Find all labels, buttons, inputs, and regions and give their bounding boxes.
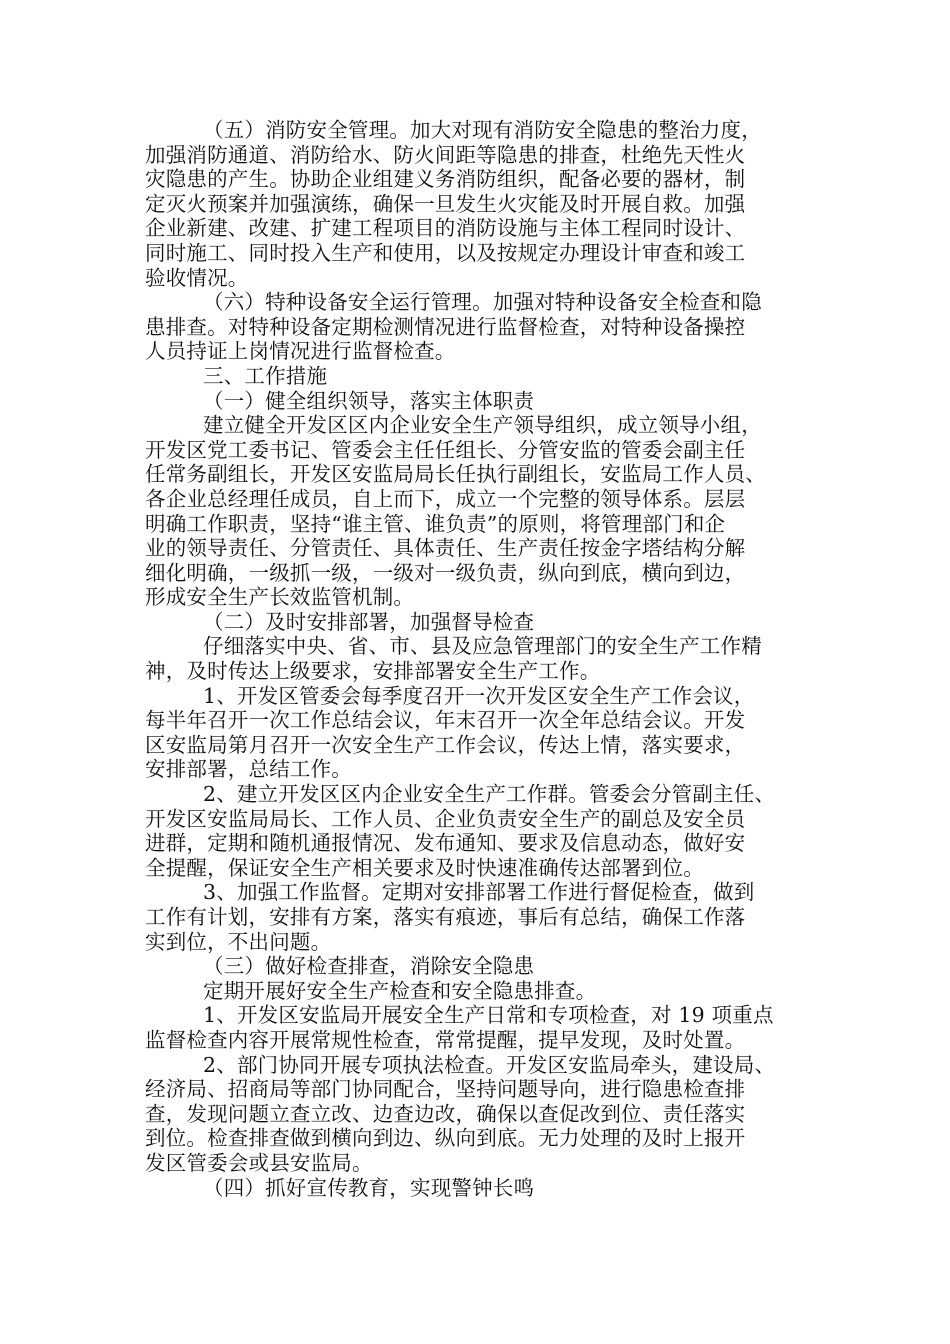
text-line: 发区管委会或县安监局。: [145, 1150, 373, 1175]
document-body: [145, 118, 817, 1200]
text-line: 灾隐患的产生。协助企业组建义务消防组织，配备必要的器材，制: [145, 167, 746, 192]
text-line: 到位。检查排查做到横向到边、纵向到底。无力处理的及时上报开: [145, 1126, 746, 1151]
text-line: 2、建立开发区区内企业安全生产工作群。管委会分管副主任、: [203, 782, 776, 807]
text-line: 1、开发区管委会每季度召开一次开发区安全生产工作会议，: [203, 683, 755, 708]
paragraph: [145, 118, 817, 290]
text-line: 仔细落实中央、省、市、县及应急管理部门的安全生产工作精: [203, 634, 762, 659]
text-line: 三、工作措施: [203, 363, 328, 388]
text-line: （四）抓好宣传教育，实现警钟长鸣: [203, 1175, 535, 1200]
text-line: 业的领导责任、分管责任、具体责任、生产责任按金字塔结构分解: [145, 536, 746, 561]
paragraph: [145, 1176, 817, 1201]
text-line: （三）做好检查排查，消除安全隐患: [203, 954, 535, 979]
text-line: 各企业总经理任成员，自上而下，成立一个完整的领导体系。层层: [145, 486, 746, 511]
paragraph: [145, 364, 817, 389]
text-line: （二）及时安排部署，加强督导检查: [203, 609, 535, 634]
text-line: 定灭火预案并加强演练，确保一旦发生火灾能及时开展自救。加强: [145, 191, 746, 216]
text-line: 任常务副组长，开发区安监局局长任执行副组长，安监局工作人员、: [145, 462, 766, 487]
text-line: （六）特种设备安全运行管理。加强对特种设备安全检查和隐: [203, 290, 762, 315]
text-line: 明确工作职责，坚持“谁主管、谁负责”的原则，将管理部门和企: [145, 511, 726, 536]
text-line: 进群，定期和随机通报情况、发布通知、要求及信息动态，做好安: [145, 831, 746, 856]
paragraph: [145, 684, 817, 782]
paragraph: [145, 634, 817, 683]
text-line: 区安监局第月召开一次安全生产工作会议，传达上情，落实要求，: [145, 732, 746, 757]
paragraph: [145, 979, 817, 1004]
text-line: 开发区安监局局长、工作人员、企业负责安全生产的副总及安全员: [145, 806, 746, 831]
text-line: （五）消防安全管理。加大对现有消防安全隐患的整治力度，: [203, 118, 762, 142]
text-line: 企业新建、改建、扩建工程项目的消防设施与主体工程同时设计、: [145, 216, 746, 241]
text-line: 建立健全开发区区内企业安全生产领导组织，成立领导小组，: [203, 413, 762, 438]
text-line: 开发区党工委书记、管委会主任任组长、分管安监的管委会副主任: [145, 437, 746, 462]
text-line: 同时施工、同时投入生产和使用，以及按规定办理设计审查和竣工: [145, 240, 746, 265]
paragraph: [145, 880, 817, 954]
text-line: 每半年召开一次工作总结会议，年末召开一次全年总结会议。开发: [145, 708, 746, 733]
paragraph: [145, 954, 817, 979]
paragraph: [145, 1053, 817, 1176]
text-line: 验收情况。: [145, 265, 249, 290]
text-line: 形成安全生产长效监管机制。: [145, 585, 415, 610]
paragraph: [145, 290, 817, 364]
text-line: 细化明确，一级抓一级，一级对一级负责，纵向到底，横向到边，: [145, 560, 746, 585]
paragraph: [145, 1003, 817, 1052]
text-line: 加强消防通道、消防给水、防火间距等隐患的排查，杜绝先天性火: [145, 142, 746, 167]
paragraph: [145, 413, 817, 610]
text-line: 工作有计划，安排有方案，落实有痕迹，事后有总结，确保工作落: [145, 905, 746, 929]
text-line: 2、部门协同开展专项执法检查。开发区安监局牵头，建设局、: [203, 1052, 776, 1077]
text-line: 人员持证上岗情况进行监督检查。: [145, 339, 456, 364]
text-line: 患排查。对特种设备定期检测情况进行监督检查，对特种设备操控: [145, 314, 746, 339]
text-line: 安排部署，总结工作。: [145, 757, 352, 782]
paragraph: [145, 389, 817, 414]
paragraph: [145, 610, 817, 635]
text-line: 神，及时传达上级要求，安排部署安全生产工作。: [145, 659, 601, 684]
text-line: 1、开发区安监局开展安全生产日常和专项检查，对 19 项重点: [203, 1003, 774, 1028]
text-line: 全提醒，保证安全生产相关要求及时快速准确传达部署到位。: [145, 855, 704, 880]
text-line: （一）健全组织领导，落实主体职责: [203, 388, 535, 413]
text-line: 3、加强工作监督。定期对安排部署工作进行督促检查，做到: [203, 880, 755, 905]
paragraph: [145, 782, 817, 880]
text-line: 实到位，不出问题。: [145, 929, 332, 954]
text-line: 监督检查内容开展常规性检查，常常提醒，提早发现，及时处置。: [145, 1027, 746, 1052]
text-line: 定期开展好安全生产检查和安全隐患排查。: [203, 978, 597, 1003]
text-line: 查，发现问题立查立改、边查边改，确保以查促改到位、责任落实: [145, 1101, 746, 1126]
text-line: 经济局、招商局等部门协同配合，坚持问题导向，进行隐患检查排: [145, 1077, 746, 1102]
